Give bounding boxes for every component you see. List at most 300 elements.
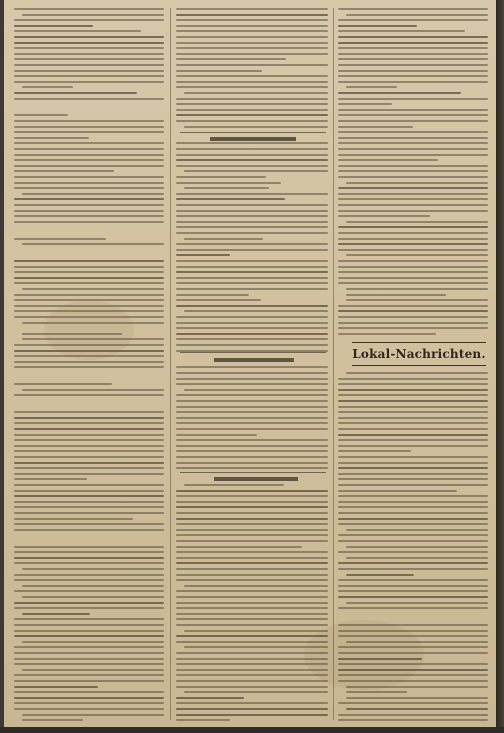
column-divider bbox=[170, 8, 171, 720]
text-line bbox=[176, 596, 328, 598]
text-line bbox=[338, 316, 488, 318]
text-line bbox=[176, 434, 257, 436]
text-line bbox=[14, 58, 164, 60]
text-line bbox=[338, 439, 488, 441]
section-rule bbox=[180, 352, 326, 353]
text-line bbox=[14, 512, 164, 514]
section-heading-bar bbox=[210, 137, 296, 141]
text-line bbox=[184, 646, 328, 648]
text-line bbox=[14, 159, 164, 161]
text-line bbox=[14, 310, 164, 312]
text-line bbox=[184, 126, 328, 128]
text-line bbox=[14, 635, 164, 637]
text-line bbox=[176, 30, 328, 32]
text-line bbox=[14, 422, 164, 424]
text-line bbox=[176, 19, 328, 21]
text-line bbox=[14, 602, 164, 604]
text-line bbox=[346, 182, 488, 184]
text-line bbox=[184, 92, 328, 94]
text-line bbox=[176, 439, 328, 441]
text-line bbox=[14, 154, 164, 156]
text-line bbox=[176, 221, 328, 223]
text-line bbox=[176, 154, 328, 156]
text-line bbox=[14, 92, 137, 94]
text-line bbox=[338, 98, 488, 100]
text-line bbox=[346, 686, 488, 688]
text-line bbox=[14, 630, 164, 632]
text-line bbox=[338, 652, 488, 654]
text-line bbox=[14, 142, 164, 144]
text-line bbox=[176, 568, 328, 570]
text-line bbox=[338, 579, 488, 581]
text-line bbox=[14, 198, 164, 200]
text-line bbox=[176, 663, 328, 665]
text-line bbox=[14, 187, 164, 189]
text-line bbox=[14, 305, 164, 307]
text-line bbox=[14, 445, 164, 447]
text-line bbox=[176, 450, 328, 452]
text-line bbox=[338, 142, 488, 144]
text-line bbox=[338, 495, 488, 497]
text-line bbox=[338, 540, 488, 542]
text-line bbox=[176, 210, 328, 212]
text-line bbox=[184, 170, 328, 172]
text-line bbox=[338, 193, 488, 195]
text-line bbox=[338, 400, 488, 402]
text-line bbox=[176, 394, 328, 396]
text-line bbox=[14, 478, 87, 480]
text-line bbox=[176, 176, 266, 178]
text-line bbox=[338, 484, 488, 486]
text-line bbox=[338, 58, 488, 60]
text-line bbox=[176, 109, 328, 111]
text-line bbox=[338, 450, 411, 452]
text-line bbox=[22, 669, 164, 671]
text-line bbox=[14, 417, 164, 419]
text-line bbox=[176, 277, 328, 279]
text-line bbox=[14, 126, 164, 128]
text-line bbox=[338, 490, 457, 492]
text-line bbox=[14, 98, 164, 100]
text-line bbox=[338, 109, 488, 111]
text-line bbox=[14, 702, 164, 704]
text-line bbox=[346, 294, 446, 296]
text-line bbox=[14, 456, 164, 458]
text-line bbox=[22, 714, 164, 716]
text-line bbox=[14, 590, 164, 592]
text-line bbox=[176, 58, 286, 60]
text-line bbox=[14, 165, 164, 167]
text-line bbox=[176, 182, 281, 184]
text-line bbox=[14, 266, 164, 268]
text-line bbox=[338, 506, 488, 508]
text-line bbox=[14, 574, 164, 576]
text-line bbox=[176, 708, 328, 710]
text-line bbox=[338, 719, 488, 721]
text-line bbox=[14, 495, 164, 497]
text-line bbox=[338, 137, 488, 139]
text-line bbox=[338, 406, 488, 408]
text-line bbox=[176, 8, 328, 10]
text-line bbox=[338, 238, 488, 240]
text-line bbox=[176, 686, 328, 688]
text-line bbox=[14, 579, 164, 581]
text-line bbox=[338, 473, 488, 475]
text-line bbox=[338, 36, 488, 38]
column-left bbox=[14, 6, 164, 721]
text-line bbox=[14, 148, 164, 150]
text-line bbox=[346, 574, 414, 576]
text-line bbox=[176, 282, 328, 284]
local-news-heading-box bbox=[352, 342, 486, 366]
text-line bbox=[176, 417, 328, 419]
text-line bbox=[14, 562, 164, 564]
text-line bbox=[176, 81, 328, 83]
text-line bbox=[176, 114, 328, 116]
text-line bbox=[14, 316, 164, 318]
text-line bbox=[338, 512, 488, 514]
text-line bbox=[338, 702, 488, 704]
text-line bbox=[176, 36, 328, 38]
text-line bbox=[338, 658, 422, 660]
text-line bbox=[14, 8, 164, 10]
text-line bbox=[338, 75, 488, 77]
text-line bbox=[14, 467, 164, 469]
text-line bbox=[176, 53, 328, 55]
text-line bbox=[338, 42, 488, 44]
text-line bbox=[22, 389, 164, 391]
text-line bbox=[14, 686, 98, 688]
text-line bbox=[14, 238, 106, 240]
text-line bbox=[22, 568, 164, 570]
text-line bbox=[14, 607, 164, 609]
text-line bbox=[338, 170, 488, 172]
text-line bbox=[14, 42, 164, 44]
text-line bbox=[338, 260, 488, 262]
text-line bbox=[338, 64, 488, 66]
text-line bbox=[176, 590, 328, 592]
text-line bbox=[14, 53, 164, 55]
text-line bbox=[22, 596, 164, 598]
text-line bbox=[338, 19, 488, 21]
text-line bbox=[176, 495, 328, 497]
text-line bbox=[176, 232, 328, 234]
text-line bbox=[338, 378, 488, 380]
text-line bbox=[338, 249, 488, 251]
text-line bbox=[176, 271, 328, 273]
text-line bbox=[14, 271, 164, 273]
text-line bbox=[338, 53, 488, 55]
text-line bbox=[22, 288, 164, 290]
text-line bbox=[176, 574, 328, 576]
section-rule bbox=[180, 132, 326, 133]
text-line bbox=[14, 473, 164, 475]
text-line bbox=[14, 210, 164, 212]
text-line bbox=[14, 697, 164, 699]
text-line bbox=[338, 422, 488, 424]
text-line bbox=[176, 518, 328, 520]
column-middle bbox=[176, 6, 328, 721]
text-line bbox=[176, 75, 328, 77]
text-line bbox=[14, 439, 164, 441]
text-line bbox=[14, 282, 164, 284]
text-line bbox=[338, 148, 488, 150]
text-line bbox=[176, 669, 328, 671]
text-line bbox=[338, 568, 488, 570]
text-line bbox=[176, 25, 328, 27]
text-line bbox=[14, 294, 164, 296]
text-line bbox=[14, 19, 164, 21]
text-line bbox=[14, 462, 164, 464]
text-line bbox=[14, 170, 114, 172]
column-divider bbox=[333, 8, 334, 720]
text-line bbox=[338, 462, 488, 464]
text-line bbox=[176, 198, 285, 200]
text-line bbox=[14, 490, 164, 492]
text-line bbox=[14, 299, 164, 301]
text-line bbox=[338, 210, 488, 212]
text-line bbox=[338, 322, 488, 324]
text-line bbox=[14, 708, 164, 710]
text-line bbox=[176, 467, 328, 469]
text-line bbox=[338, 215, 430, 217]
text-line bbox=[176, 557, 328, 559]
text-line bbox=[176, 579, 328, 581]
text-line bbox=[346, 14, 488, 16]
text-line bbox=[14, 411, 164, 413]
text-line bbox=[14, 277, 164, 279]
text-line bbox=[176, 64, 328, 66]
text-line bbox=[176, 299, 261, 301]
text-line bbox=[176, 546, 302, 548]
text-line bbox=[176, 635, 328, 637]
text-line bbox=[176, 607, 328, 609]
book-spine-edge bbox=[496, 0, 504, 733]
text-line bbox=[14, 646, 164, 648]
text-line bbox=[176, 333, 328, 335]
text-line bbox=[338, 92, 461, 94]
text-line bbox=[14, 47, 164, 49]
text-line bbox=[176, 411, 328, 413]
text-line bbox=[346, 691, 407, 693]
text-line bbox=[14, 75, 164, 77]
text-line bbox=[184, 187, 269, 189]
text-line bbox=[338, 428, 488, 430]
text-line bbox=[14, 30, 141, 32]
text-line bbox=[176, 120, 328, 122]
text-line bbox=[14, 484, 164, 486]
text-line bbox=[176, 86, 328, 88]
text-line bbox=[176, 42, 328, 44]
text-line bbox=[176, 254, 230, 256]
text-line bbox=[176, 641, 328, 643]
text-line bbox=[338, 243, 488, 245]
text-line bbox=[14, 260, 164, 262]
text-line bbox=[176, 523, 328, 525]
text-line bbox=[14, 120, 164, 122]
text-line bbox=[338, 47, 488, 49]
text-line bbox=[176, 103, 328, 105]
text-line bbox=[176, 506, 328, 508]
text-line bbox=[14, 557, 164, 559]
text-line bbox=[184, 691, 328, 693]
text-line bbox=[14, 618, 164, 620]
text-line bbox=[22, 86, 73, 88]
text-line bbox=[14, 551, 164, 553]
text-line bbox=[346, 86, 397, 88]
text-line bbox=[338, 680, 488, 682]
text-line bbox=[338, 596, 488, 598]
text-line bbox=[14, 355, 164, 357]
text-line bbox=[176, 719, 230, 721]
text-line bbox=[176, 305, 328, 307]
text-line bbox=[176, 658, 328, 660]
text-line bbox=[338, 518, 488, 520]
text-line bbox=[338, 198, 488, 200]
text-line bbox=[176, 490, 328, 492]
text-line bbox=[338, 417, 488, 419]
text-line bbox=[176, 316, 328, 318]
text-line bbox=[338, 333, 436, 335]
text-line bbox=[184, 484, 284, 486]
text-line bbox=[14, 344, 164, 346]
text-line bbox=[14, 215, 164, 217]
text-line bbox=[14, 428, 164, 430]
text-line bbox=[22, 14, 164, 16]
text-line bbox=[338, 585, 488, 587]
text-line bbox=[176, 613, 328, 615]
section-rule bbox=[180, 472, 326, 473]
text-line bbox=[338, 646, 488, 648]
text-line bbox=[338, 445, 488, 447]
local-news-heading: Lokal-Nachrichten. bbox=[352, 347, 486, 361]
text-line bbox=[176, 562, 328, 564]
newspaper-page bbox=[4, 0, 496, 727]
text-line bbox=[338, 70, 488, 72]
text-line bbox=[14, 131, 164, 133]
text-line bbox=[176, 680, 328, 682]
text-line bbox=[338, 551, 488, 553]
text-line bbox=[346, 697, 488, 699]
text-line bbox=[176, 98, 328, 100]
text-line bbox=[176, 714, 328, 716]
text-line bbox=[176, 294, 249, 296]
text-line bbox=[14, 624, 164, 626]
text-line bbox=[176, 322, 328, 324]
text-line bbox=[184, 630, 328, 632]
text-line bbox=[338, 114, 488, 116]
text-line bbox=[338, 266, 488, 268]
text-line bbox=[338, 30, 465, 32]
text-line bbox=[338, 8, 488, 10]
text-line bbox=[176, 142, 328, 144]
text-line bbox=[14, 383, 112, 385]
text-line bbox=[176, 551, 328, 553]
text-line bbox=[338, 394, 488, 396]
text-line bbox=[14, 366, 164, 368]
text-line bbox=[22, 641, 164, 643]
text-line bbox=[338, 467, 488, 469]
text-line bbox=[22, 338, 164, 340]
text-line bbox=[176, 165, 328, 167]
text-line bbox=[346, 602, 488, 604]
text-line bbox=[14, 523, 164, 525]
text-line bbox=[176, 602, 328, 604]
text-line bbox=[14, 176, 164, 178]
text-line bbox=[338, 103, 392, 105]
text-line bbox=[14, 518, 133, 520]
text-line bbox=[346, 372, 488, 374]
text-line bbox=[176, 159, 328, 161]
text-line bbox=[176, 534, 328, 536]
text-line bbox=[338, 383, 488, 385]
text-line bbox=[176, 193, 328, 195]
text-line bbox=[176, 260, 328, 262]
text-line bbox=[346, 708, 488, 710]
text-line bbox=[176, 344, 328, 346]
text-line bbox=[176, 428, 328, 430]
text-line bbox=[14, 81, 164, 83]
text-line bbox=[14, 506, 164, 508]
text-line bbox=[14, 658, 164, 660]
book-bottom-edge bbox=[0, 727, 504, 733]
text-line bbox=[14, 182, 164, 184]
text-line bbox=[176, 501, 328, 503]
text-line bbox=[176, 456, 328, 458]
text-line bbox=[338, 456, 488, 458]
text-line bbox=[176, 249, 328, 251]
text-line bbox=[176, 512, 328, 514]
text-line bbox=[176, 327, 328, 329]
text-line bbox=[14, 70, 164, 72]
text-line bbox=[14, 663, 164, 665]
text-line bbox=[14, 114, 68, 116]
text-line bbox=[14, 204, 164, 206]
text-line bbox=[338, 327, 488, 329]
text-line bbox=[22, 613, 90, 615]
text-line bbox=[176, 288, 328, 290]
text-line bbox=[22, 322, 164, 324]
text-line bbox=[176, 624, 328, 626]
text-line bbox=[176, 618, 328, 620]
text-line bbox=[176, 366, 328, 368]
text-line bbox=[14, 394, 164, 396]
text-line bbox=[338, 25, 417, 27]
text-line bbox=[14, 350, 164, 352]
text-line bbox=[176, 383, 328, 385]
text-line bbox=[176, 400, 328, 402]
text-line bbox=[176, 540, 328, 542]
text-line bbox=[338, 590, 488, 592]
text-line bbox=[14, 691, 164, 693]
text-line bbox=[184, 238, 263, 240]
section-heading-bar bbox=[214, 477, 298, 481]
text-line bbox=[176, 406, 328, 408]
text-line bbox=[14, 36, 164, 38]
text-line bbox=[338, 165, 488, 167]
text-line bbox=[176, 445, 328, 447]
text-line bbox=[14, 501, 164, 503]
text-line bbox=[338, 501, 488, 503]
text-line bbox=[14, 137, 89, 139]
text-line bbox=[338, 663, 488, 665]
text-line bbox=[14, 450, 164, 452]
text-line bbox=[176, 243, 328, 245]
text-line bbox=[338, 204, 488, 206]
text-line bbox=[176, 529, 328, 531]
text-line bbox=[338, 176, 488, 178]
text-line bbox=[176, 266, 328, 268]
